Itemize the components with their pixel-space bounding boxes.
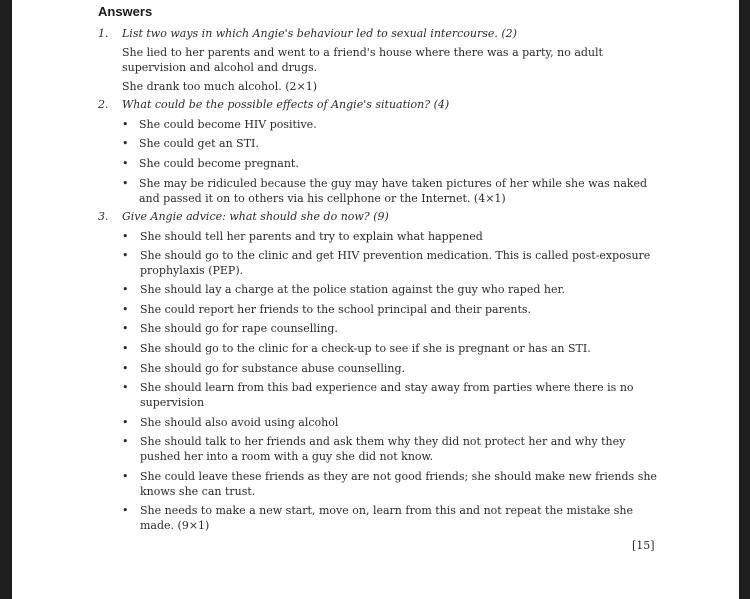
bullet-icon: •	[122, 435, 129, 448]
page-heading: Answers	[98, 4, 153, 19]
question-3-bullet: • She should tell her parents and try to explain what happened	[122, 230, 483, 243]
question-2-text: What could be the possible effects of Angie's situation? (4)	[122, 98, 450, 111]
bullet-icon: •	[122, 416, 129, 429]
question-3-text: Give Angie advice: what should she do now? (9)	[122, 210, 389, 223]
bullet-icon: •	[122, 137, 129, 150]
bullet-icon: •	[122, 249, 129, 262]
question-3-bullet: • She could report her friends to the school principal and their parents.	[122, 303, 532, 316]
bullet-icon: •	[122, 157, 129, 170]
question-3-bullet: • She could leave these friends as they are not good friends; she should make new friends she knows she can trust.	[122, 470, 657, 498]
question-2-bullet: • She could become pregnant.	[122, 157, 299, 170]
total-marks: [15]	[632, 539, 655, 552]
bullet-icon: •	[122, 322, 129, 335]
question-1-text: List two ways in which Angie's behaviour led to sexual intercourse. (2)	[122, 27, 517, 40]
question-2-bullet: • She may be ridiculed because the guy may have taken pictures of her while she was naked and passed it on to others via his cellphone or the Internet. (4×1)	[122, 177, 648, 205]
bullet-icon: •	[122, 381, 129, 394]
bullet-icon: •	[122, 342, 129, 355]
question-2-number: 2.	[98, 98, 109, 111]
document-page	[12, 0, 739, 599]
question-2-bullet: • She could get an STI.	[122, 137, 259, 150]
question-3-bullet: • She needs to make a new start, move on, learn from this and not repeat the mistake she made. (9×1)	[122, 504, 634, 532]
question-3-bullet: • She should go for substance abuse counselling.	[122, 362, 405, 375]
bullet-icon: •	[122, 303, 129, 316]
question-3-bullet: • She should also avoid using alcohol	[122, 416, 339, 429]
bullet-icon: •	[122, 362, 129, 375]
question-3-number: 3.	[98, 210, 109, 223]
question-3-bullet: • She should go for rape counselling.	[122, 322, 338, 335]
question-1-answer-2: She drank too much alcohol. (2×1)	[122, 80, 318, 93]
bullet-icon: •	[122, 283, 129, 296]
bullet-icon: •	[122, 118, 129, 131]
question-3-bullet: • She should learn from this bad experience and stay away from parties where there is no supervision	[122, 381, 634, 409]
bullet-icon: •	[122, 504, 129, 517]
question-2-bullet: • She could become HIV positive.	[122, 118, 317, 131]
question-3-bullet: • She should talk to her friends and ask them why they did not protect her and why they pushed her into a room with a guy she did not know.	[122, 435, 626, 463]
question-3-bullet: • She should go to the clinic for a check-up to see if she is pregnant or has an STI.	[122, 342, 591, 355]
question-1-number: 1.	[98, 27, 109, 40]
bullet-icon: •	[122, 470, 129, 483]
question-3-bullet: • She should lay a charge at the police station against the guy who raped her.	[122, 283, 566, 296]
question-1-answer-1: She lied to her parents and went to a friend's house where there was a party, no adult supervision and alcohol and drugs.	[122, 46, 603, 74]
question-3-bullet: • She should go to the clinic and get HIV prevention medication. This is called post-exposure prophylaxis (PEP).	[122, 249, 651, 277]
bullet-icon: •	[122, 177, 129, 190]
bullet-icon: •	[122, 230, 129, 243]
